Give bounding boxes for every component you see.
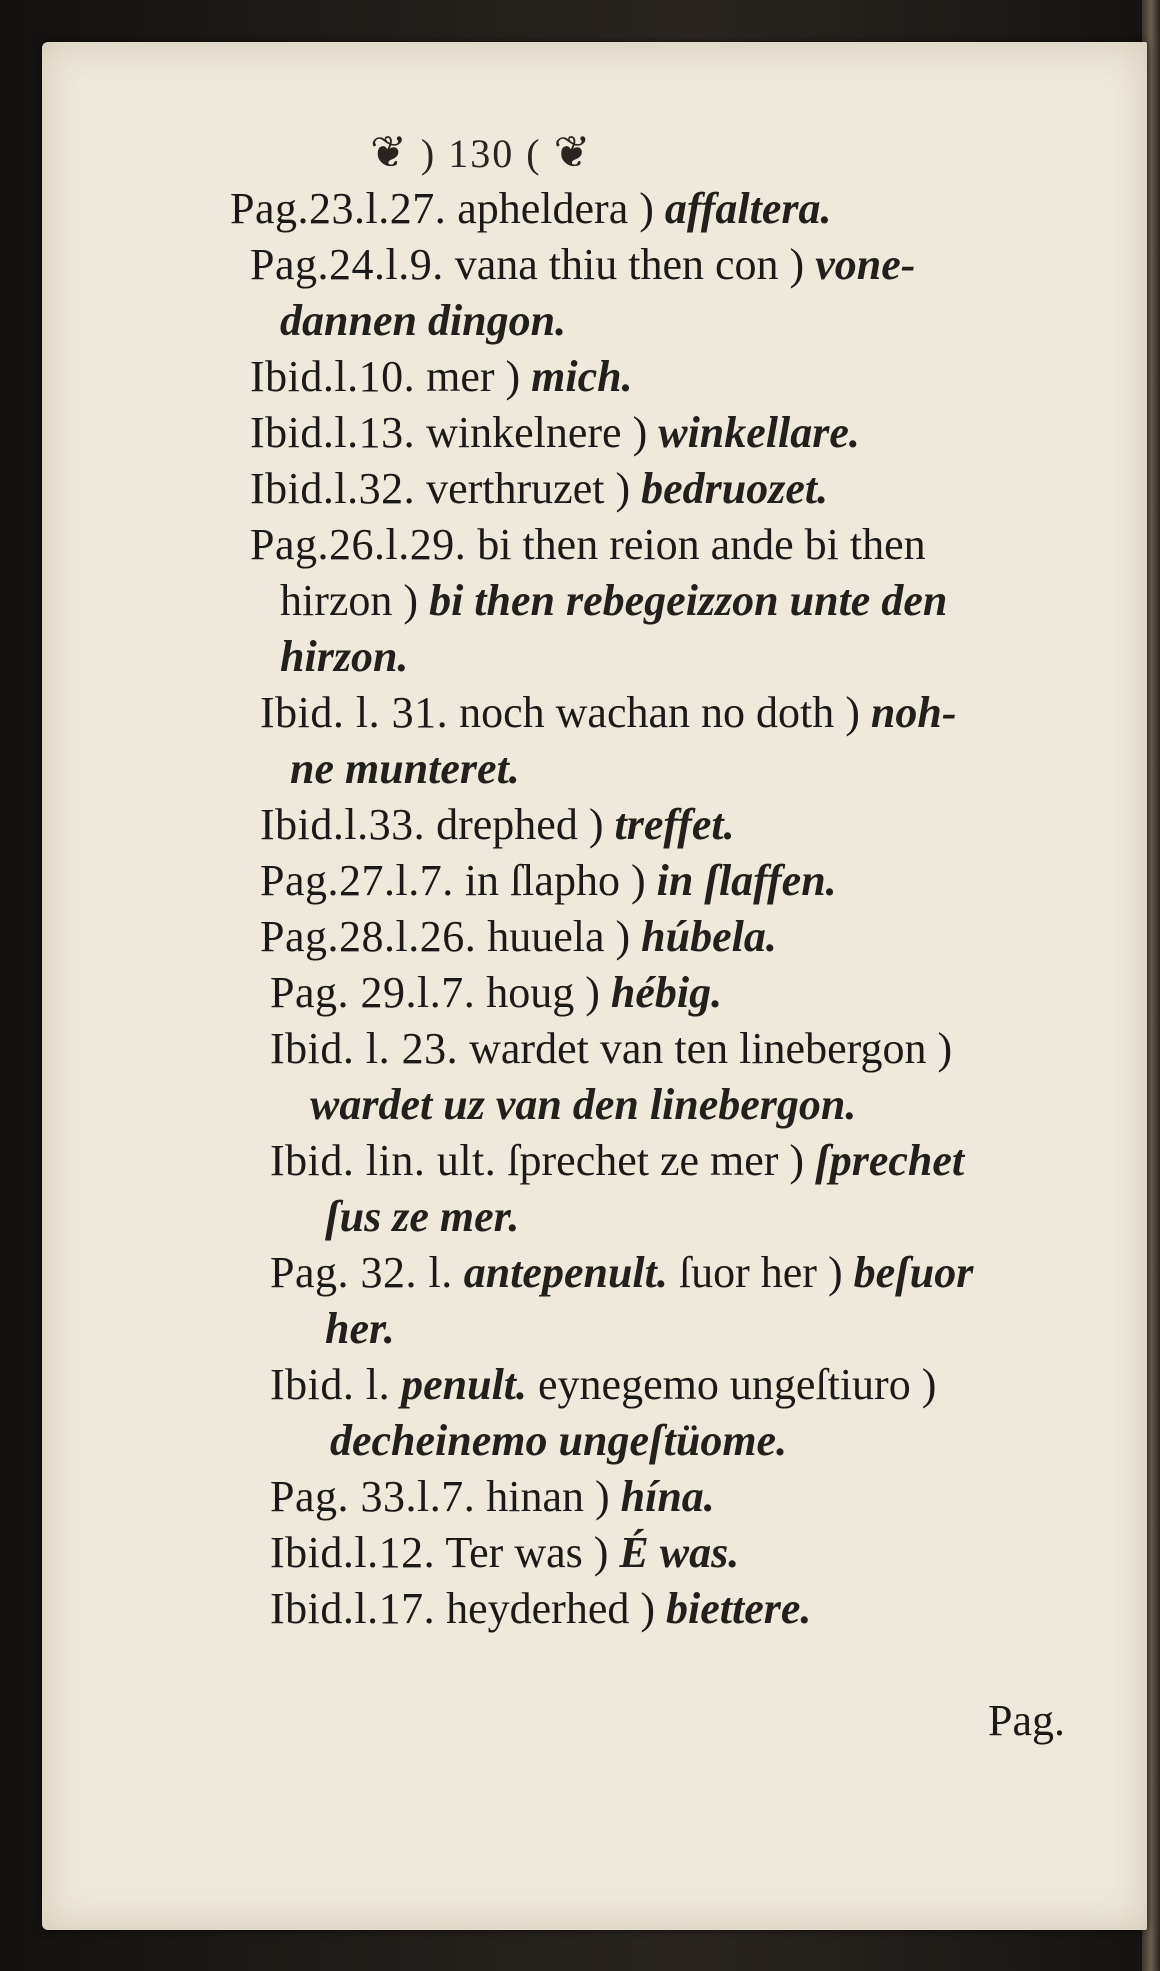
entry-correction: mich. bbox=[531, 352, 633, 401]
errata-entry bbox=[250, 405, 1080, 461]
entry-ref: Ibid. l. 31. bbox=[260, 688, 449, 737]
entry-original: eynegemo ungeſtiuro ) bbox=[538, 1360, 937, 1409]
entry-original: in ſlapho ) bbox=[464, 856, 646, 905]
entry-continuation bbox=[230, 293, 1080, 349]
entry-original: ſprechet ze mer ) bbox=[507, 1136, 805, 1185]
entry-correction: affaltera. bbox=[664, 184, 832, 233]
entry-correction: beſuor bbox=[853, 1248, 974, 1297]
entry-original: apheldera ) bbox=[457, 184, 654, 233]
entry-ref: Pag. 33.l.7. bbox=[270, 1472, 476, 1521]
continuation-text: decheinemo ungeſtüome. bbox=[330, 1416, 788, 1465]
entry-ref: Ibid.l.33. bbox=[260, 800, 426, 849]
errata-entry bbox=[270, 1021, 1080, 1077]
continuation-text: wardet uz van den linebergon. bbox=[310, 1080, 857, 1129]
entry-continuation bbox=[230, 1413, 1080, 1469]
entry-ref: Pag.28.l.26. bbox=[260, 912, 477, 961]
entry-correction: winkellare. bbox=[658, 408, 860, 457]
entry-original: ſuor her ) bbox=[678, 1248, 843, 1297]
entry-ref: Ibid.l.12. bbox=[270, 1528, 436, 1577]
entry-ref: Pag. 29.l.7. bbox=[270, 968, 476, 1017]
entry-original: huuela ) bbox=[487, 912, 631, 961]
entry-ref: Pag.26.l.29. bbox=[250, 520, 467, 569]
entry-continuation bbox=[230, 741, 1080, 797]
entry-original: verthruzet ) bbox=[426, 464, 631, 513]
entry-correction: noh- bbox=[870, 688, 957, 737]
entry-correction: in ſlaffen. bbox=[656, 856, 837, 905]
page-header bbox=[230, 125, 1080, 181]
entry-ref: Pag.24.l.9. bbox=[250, 240, 444, 289]
entry-continuation bbox=[230, 1301, 1080, 1357]
entry-correction: bedruozet. bbox=[641, 464, 829, 513]
errata-entry bbox=[250, 517, 1080, 573]
errata-entry bbox=[230, 181, 1080, 237]
errata-entry bbox=[270, 1525, 1080, 1581]
entry-correction: vone- bbox=[815, 240, 916, 289]
entry-ref: Ibid. l. bbox=[270, 1360, 391, 1409]
entry-original: winkelnere ) bbox=[426, 408, 648, 457]
continuation-text: her. bbox=[325, 1304, 395, 1353]
errata-entry bbox=[270, 1133, 1080, 1189]
ornament-left-icon: ❦ bbox=[370, 128, 409, 177]
entry-correction: hína. bbox=[620, 1472, 715, 1521]
entry-continuation bbox=[230, 573, 1080, 629]
entry-ref: Ibid. l. 23. bbox=[270, 1024, 459, 1073]
entry-ref: Ibid.l.10. bbox=[250, 352, 416, 401]
entry-correction: treffet. bbox=[614, 800, 735, 849]
errata-entry bbox=[260, 797, 1080, 853]
entry-ref: Ibid. lin. ult. bbox=[270, 1136, 497, 1185]
entry-original: vana thiu then con ) bbox=[454, 240, 805, 289]
entry-original: hinan ) bbox=[486, 1472, 610, 1521]
entry-ref: Ibid.l.13. bbox=[250, 408, 416, 457]
entry-original: drephed ) bbox=[436, 800, 604, 849]
entry-original: noch wachan no doth ) bbox=[459, 688, 860, 737]
entry-original: Ter was ) bbox=[445, 1528, 609, 1577]
ornament-right-icon: ❦ bbox=[553, 128, 593, 177]
entry-original: heyderhed ) bbox=[446, 1584, 656, 1633]
errata-entry bbox=[260, 909, 1080, 965]
entry-original: mer ) bbox=[426, 352, 521, 401]
continuation-text: hirzon. bbox=[280, 632, 409, 681]
errata-entry bbox=[270, 1357, 1080, 1413]
entry-correction: húbela. bbox=[641, 912, 777, 961]
entry-continuation bbox=[230, 629, 1080, 685]
entry-continuation bbox=[230, 1189, 1080, 1245]
page-number: ) 130 ( bbox=[420, 131, 542, 176]
entry-ref: Pag. 32. l. bbox=[270, 1248, 453, 1297]
entry-correction: hébig. bbox=[610, 968, 723, 1017]
entry-ref-italic: antepenult. bbox=[463, 1248, 668, 1297]
continuation-text: bi then rebegeizzon unte den bbox=[429, 576, 948, 625]
entry-continuation bbox=[230, 1077, 1080, 1133]
entry-ref: Ibid.l.17. bbox=[270, 1584, 436, 1633]
continuation-text: ſus ze mer. bbox=[325, 1192, 520, 1241]
errata-entry bbox=[250, 349, 1080, 405]
entry-correction: ſprechet bbox=[815, 1136, 965, 1185]
entry-correction: É was. bbox=[619, 1528, 740, 1577]
entry-original: bi then reion ande bi then bbox=[477, 520, 926, 569]
continuation-original: hirzon ) bbox=[280, 576, 419, 625]
continuation-text: dannen dingon. bbox=[280, 296, 567, 345]
errata-entry bbox=[250, 237, 1080, 293]
errata-text bbox=[230, 125, 1080, 1637]
errata-entry bbox=[250, 461, 1080, 517]
entry-ref: Pag.23.l.27. bbox=[230, 184, 447, 233]
errata-entry bbox=[260, 853, 1080, 909]
entry-ref: Pag.27.l.7. bbox=[260, 856, 454, 905]
continuation-text: ne munteret. bbox=[290, 744, 520, 793]
catchword: Pag. bbox=[988, 1696, 1065, 1745]
errata-entry bbox=[270, 1581, 1080, 1637]
errata-entry bbox=[270, 1469, 1080, 1525]
entry-original: houg ) bbox=[486, 968, 600, 1017]
entry-original: wardet van ten linebergon ) bbox=[469, 1024, 953, 1073]
errata-entry bbox=[270, 965, 1080, 1021]
entry-ref: Ibid.l.32. bbox=[250, 464, 416, 513]
errata-entry bbox=[270, 1245, 1080, 1301]
entry-ref-italic: penult. bbox=[401, 1360, 528, 1409]
errata-entry bbox=[260, 685, 1080, 741]
entry-correction: biettere. bbox=[666, 1584, 812, 1633]
